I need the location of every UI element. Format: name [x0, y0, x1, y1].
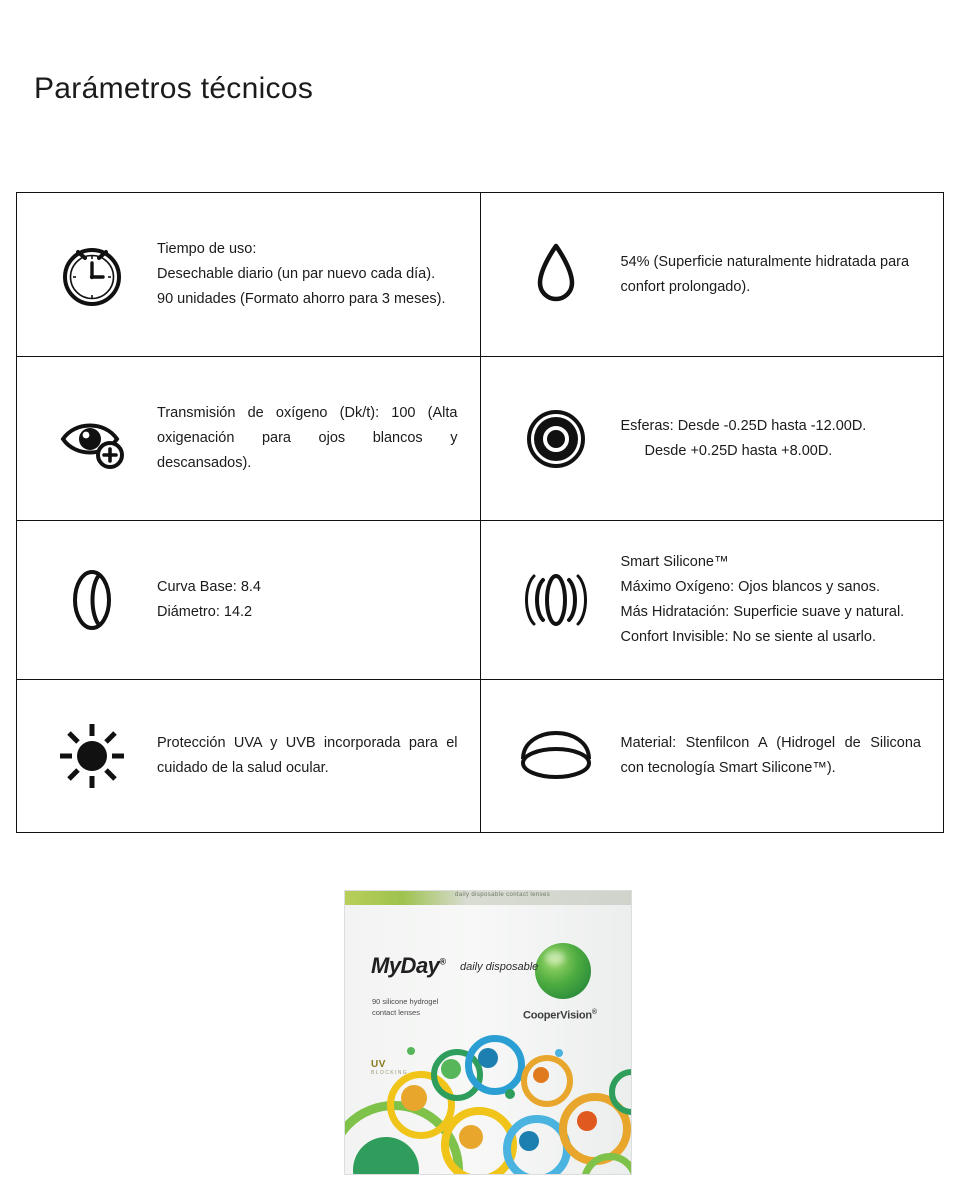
spec-text-usage-time: [157, 237, 464, 312]
smart-silicone-line-3: Más Hidratación: Superficie suave y natural.: [620, 604, 905, 620]
product-brand-registered: ®: [439, 956, 446, 967]
technical-parameters-table: [16, 192, 944, 833]
table-row: [17, 193, 944, 357]
spec-cell-uv-protection: [17, 680, 481, 833]
eye-plus-icon: [27, 403, 157, 475]
spec-text-material: Material: Stenfilcon A (Hidrogel de Silicona con tecnología Smart Silicone™).: [620, 735, 921, 776]
spec-text-hydration: 54% (Superficie naturalmente hidratada para confort prolongado).: [620, 253, 910, 295]
product-image: [344, 880, 632, 1175]
spec-cell-smart-silicone: [480, 521, 944, 680]
product-pack-info: [372, 996, 438, 1019]
clock-icon: [27, 239, 157, 311]
product-bubbles-art: [345, 1041, 632, 1175]
spec-text-base-curve: [157, 575, 464, 625]
smart-silicone-title-text: Smart Silicone™: [620, 554, 729, 571]
spec-text-spheres: [621, 414, 928, 464]
spec-cell-spheres: [480, 357, 944, 521]
product-brand-subtitle: daily disposable: [460, 961, 539, 973]
spec-text-oxygen-transmission: Transmisión de oxígeno (Dk/t): 100 (Alta oxigenación para ojos blancos y descansados).: [157, 405, 458, 471]
table-row: [17, 521, 944, 680]
coopervision-globe-icon: [535, 943, 591, 999]
product-brand-text: MyDay: [371, 953, 440, 978]
table-row: [17, 680, 944, 833]
spec-cell-base-curve: [17, 521, 481, 680]
smart-silicone-line-2: Máximo Oxígeno: Ojos blancos y sanos.: [620, 579, 881, 596]
spec-cell-material: [480, 680, 944, 833]
spec-text-smart-silicone: [621, 550, 928, 650]
spec-cell-hydration: [480, 193, 944, 357]
spec-cell-oxygen-transmission: [17, 357, 481, 521]
product-box-top-text: daily disposable contact lenses: [455, 892, 551, 898]
spec-cell-usage-time: [17, 193, 481, 357]
manufacturer-logo: [523, 1009, 597, 1022]
table-row: [17, 357, 944, 521]
diameter-line: Diámetro: 14.2: [157, 604, 253, 620]
usage-line-3: 90 unidades (Formato ahorro para 3 meses).: [157, 290, 446, 307]
product-pack-line-1: 90 silicone hydrogel: [372, 997, 439, 1006]
spheres-line-1: Esferas: Desde -0.25D hasta -12.00D.: [620, 417, 867, 434]
spec-text-uv-protection: Protección UVA y UVB incorporada para el cuidado de la salud ocular.: [157, 735, 458, 776]
lens-profile-icon: [27, 562, 157, 638]
product-box: [344, 890, 632, 1175]
product-pack-line-2: contact lenses: [372, 1008, 420, 1018]
smart-silicone-waves-icon: [491, 562, 621, 638]
page-title: Parámetros técnicos: [34, 72, 314, 105]
smart-silicone-line-4: Confort Invisible: No se siente al usarlo.: [620, 628, 876, 645]
product-brand-name: [371, 953, 446, 979]
base-curve-line: Curva Base: 8.4: [157, 579, 261, 596]
lens-dome-icon: [491, 723, 621, 789]
uv-badge-label: UV: [371, 1059, 386, 1070]
sun-icon: [27, 718, 157, 794]
usage-line-2: Desechable diario (un par nuevo cada día).: [157, 266, 436, 283]
manufacturer-registered: ®: [591, 1009, 597, 1016]
usage-line-1: Tiempo de uso:: [157, 241, 257, 258]
uv-badge-sub: BLOCKING: [371, 1070, 409, 1076]
manufacturer-name: CooperVision: [523, 1009, 592, 1022]
spheres-line-2: Desde +0.25D hasta +8.00D.: [644, 442, 833, 459]
water-drop-icon: [491, 236, 621, 314]
smart-silicone-title: [621, 550, 922, 575]
lens-circle-icon: [491, 402, 621, 476]
